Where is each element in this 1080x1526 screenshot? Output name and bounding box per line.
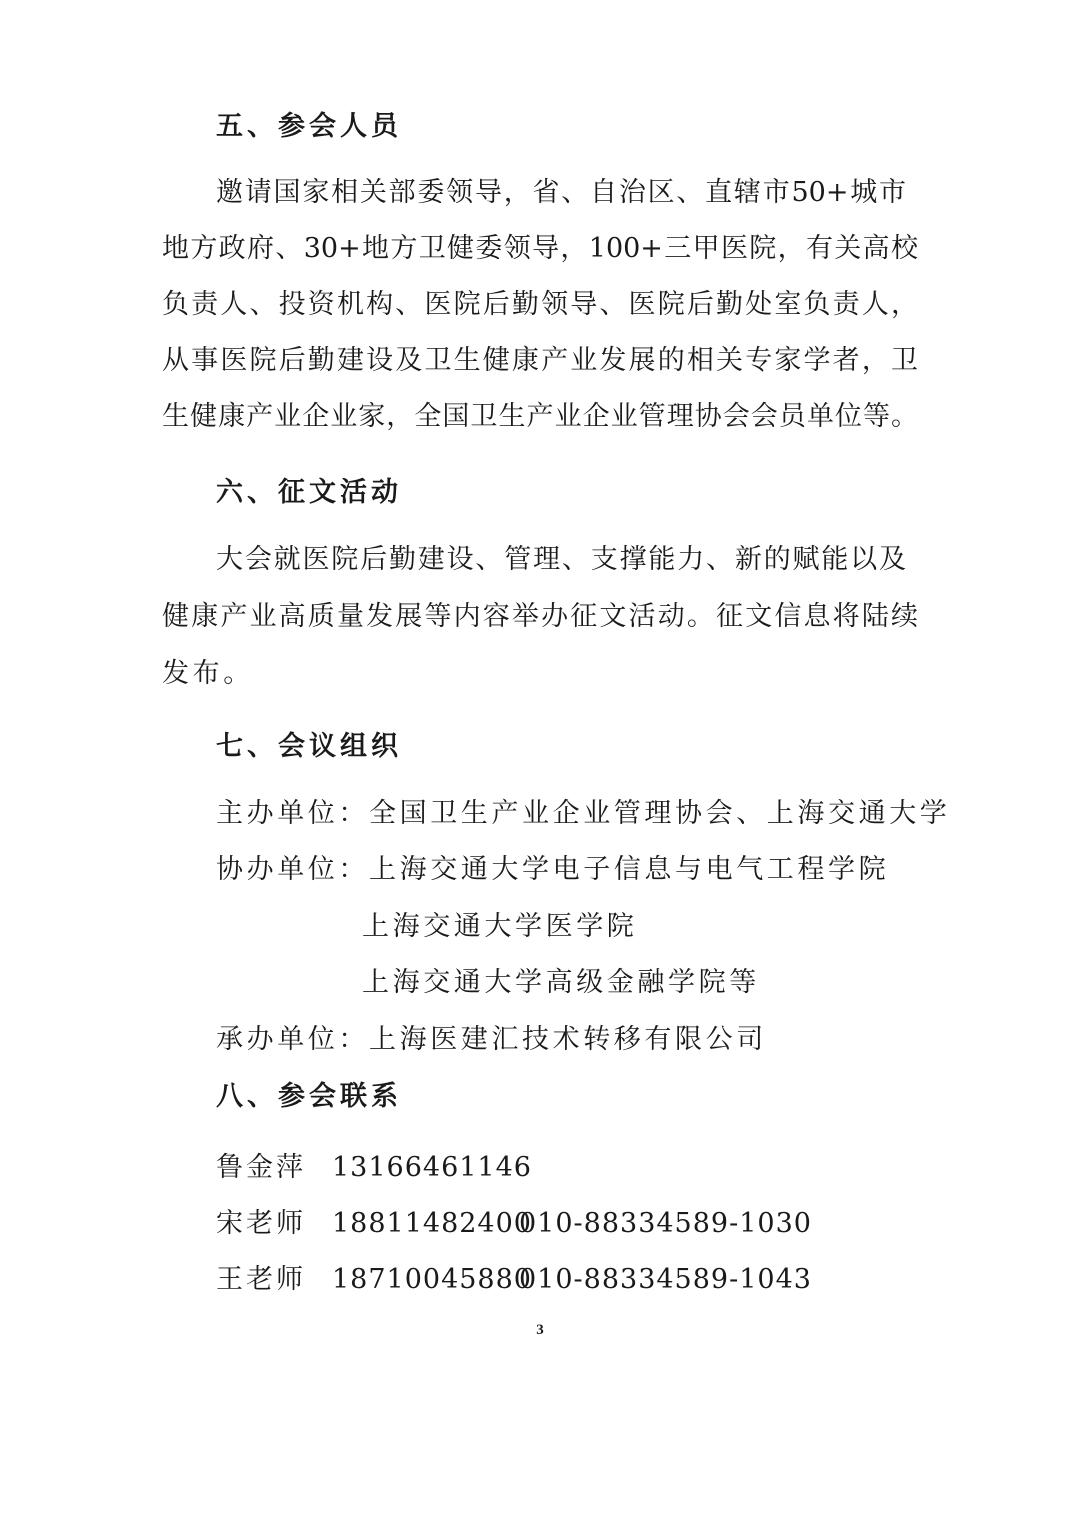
paragraph-line: 健康产业高质量发展等内容举办征文活动。征文信息将陆续 xyxy=(162,601,918,632)
contact-name: 王老师 xyxy=(216,1264,306,1295)
co-host-line: 上海交通大学医学院 xyxy=(362,911,638,942)
co-host-line: 协办单位：上海交通大学电子信息与电气工程学院 xyxy=(216,854,890,885)
paragraph-line: 地方政府、30+地方卫健委领导，100+三甲医院，有关高校 xyxy=(162,233,918,264)
paragraph-line: 大会就医院后勤建设、管理、支撑能力、新的赋能以及 xyxy=(216,544,906,575)
organizer-line: 承办单位：上海医建汇技术转移有限公司 xyxy=(216,1024,767,1055)
contact-mobile: 18710045880 xyxy=(332,1264,532,1295)
paragraph-line: 负责人、投资机构、医院后勤领导、医院后勤处室负责人， xyxy=(162,289,918,320)
section-heading-organization: 七、会议组织 xyxy=(216,731,402,762)
co-host-line: 上海交通大学高级金融学院等 xyxy=(362,967,760,998)
contact-tel: 010-88334589-1030 xyxy=(519,1208,812,1239)
contact-mobile: 18811482400 xyxy=(332,1208,532,1239)
host-line: 主办单位：全国卫生产业企业管理协会、上海交通大学 xyxy=(216,798,951,829)
section-heading-essay: 六、征文活动 xyxy=(216,477,402,508)
page-number: 3 xyxy=(536,1322,544,1338)
section-heading-contacts: 八、参会联系 xyxy=(216,1081,402,1112)
contact-mobile: 13166461146 xyxy=(332,1152,532,1183)
contact-name: 宋老师 xyxy=(216,1208,306,1239)
paragraph-line: 从事医院后勤建设及卫生健康产业发展的相关专家学者，卫 xyxy=(162,345,918,376)
paragraph-line: 发布。 xyxy=(162,658,254,689)
section-heading-attendees: 五、参会人员 xyxy=(216,111,402,142)
contact-tel: 010-88334589-1043 xyxy=(519,1264,812,1295)
paragraph-line: 生健康产业企业家，全国卫生产业企业管理协会会员单位等。 xyxy=(162,401,918,432)
paragraph-line: 邀请国家相关部委领导，省、自治区、直辖市50+城市 xyxy=(216,177,906,208)
contact-name: 鲁金萍 xyxy=(216,1152,306,1183)
